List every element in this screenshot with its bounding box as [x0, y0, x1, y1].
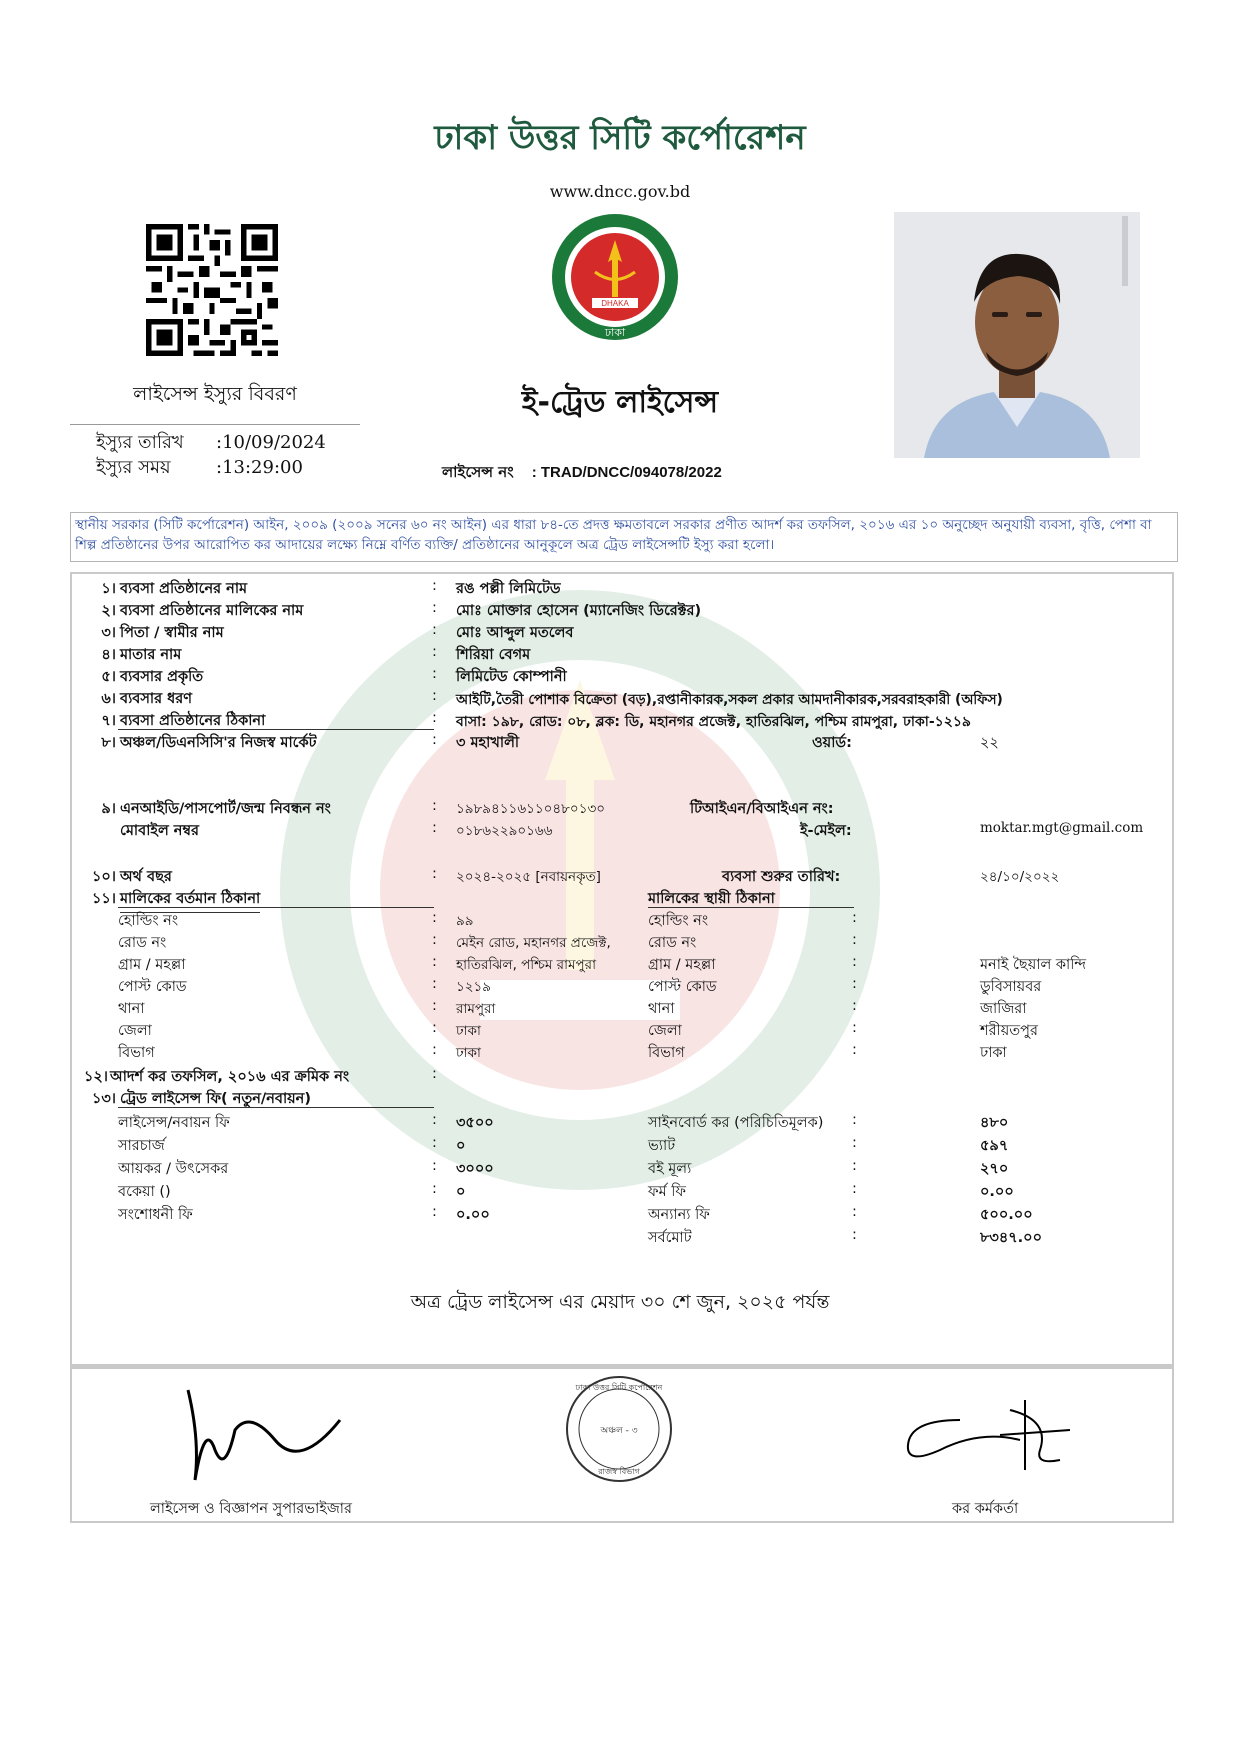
- vat-value: ৫৯৭: [980, 1138, 1009, 1154]
- detail-num: ১।: [101, 581, 116, 597]
- page-title: ঢাকা উত্তর সিটি কর্পোরেশন: [434, 118, 806, 158]
- detail-label: ব্যবসার ধরণ: [120, 691, 193, 707]
- license-type-title: ই-ট্রেড লাইসেন্স: [521, 385, 719, 420]
- address-field-label: বিভাগ: [118, 1045, 155, 1061]
- address-field-label: পোস্ট কোড: [118, 979, 187, 995]
- fee-label: সর্বমোট: [648, 1230, 692, 1246]
- arrears-value: ০: [456, 1184, 466, 1200]
- address-field-label: থানা: [118, 1001, 145, 1017]
- detail-num: ৩।: [101, 625, 116, 641]
- license-number: [442, 461, 722, 486]
- address-field-label: রোড নং: [648, 935, 697, 951]
- detail-num: ৬।: [101, 691, 116, 707]
- logo-emblem-text: DHAKA: [601, 299, 629, 308]
- issue-date-value: :10/09/2024: [216, 432, 326, 453]
- detail-num: ১০।: [91, 869, 116, 885]
- detail-num: ৮।: [101, 735, 116, 751]
- address-field-label: হোল্ডিং নং: [648, 913, 709, 929]
- fee-label: ভ্যাট: [648, 1138, 676, 1154]
- surcharge-value: ০: [456, 1138, 466, 1154]
- fiscal-year-label: অর্থ বছর: [120, 869, 172, 885]
- permanent-division-value: ঢাকা: [980, 1045, 1007, 1061]
- signboard-tax-value: ৪৮০: [980, 1115, 1009, 1131]
- amendment-fee-value: ০.০০: [456, 1207, 490, 1223]
- mother-name-value: শিরিয়া বেগম: [456, 647, 531, 663]
- present-address-underline: [118, 907, 434, 908]
- fee-label: সাইনবোর্ড কর (পরিচিতিমূলক): [648, 1115, 824, 1131]
- fee-label: আয়কর / উৎসেকর: [118, 1161, 229, 1177]
- detail-num: ২।: [101, 603, 116, 619]
- issue-date-label: ইস্যুর তারিখ: [96, 432, 184, 453]
- detail-num: ৭।: [101, 713, 116, 729]
- nid-label: এনআইডি/পাসপোর্ট/জন্ম নিবন্ধন নং: [120, 801, 331, 817]
- mobile-value: ০১৮৬২২৯০১৬৬: [456, 823, 553, 839]
- serial-label: আদর্শ কর তফসিল, ২০১৬ এর ক্রমিক নং: [110, 1069, 350, 1085]
- fee-label: বকেয়া (): [118, 1184, 171, 1200]
- present-holding-value: ৯৯: [456, 913, 474, 929]
- permanent-address-underline: [648, 907, 854, 908]
- address-field-label: রোড নং: [118, 935, 167, 951]
- detail-label: মাতার নাম: [120, 647, 182, 663]
- tax-officer-signature: [900, 1390, 1080, 1480]
- fee-label: বই মূল্য: [648, 1161, 692, 1177]
- license-fee-value: ৩৫০০: [456, 1115, 494, 1131]
- email-label: ই-মেইল:: [800, 823, 852, 839]
- detail-num: ৫।: [101, 669, 116, 685]
- start-date-label: ব্যবসা শুরুর তারিখ:: [722, 869, 841, 885]
- present-postcode-value: ১২১৯: [456, 979, 492, 995]
- license-preamble: স্থানীয় সরকার (সিটি কর্পোরেশন) আইন, ২০০৯ (২০০৯ সনের ৬০ নং আইন) এর ধারা ৮৪-তে প্রদত্ত ক্ষমতাবলে সরকার প্রণীত আদর্শ কর তফসিল, ২০১৬ এর ১০ অনুচ্ছেদ অনুযায়ী ব্যবসা, বৃত্তি, পেশা বা শিল্প প্রতিষ্ঠানের উপর আরোপিত কর আদায়ের লক্ষ্যে নিম্নে বর্ণিত ব্যক্তি/ প্রতিষ্ঠানের আনুকূলে অত্র ট্রেড লাইসেন্সটি ইস্যু করা হলো।: [70, 512, 1178, 562]
- present-road-value: মেইন রোড, মহানগর প্রজেক্ট,: [456, 935, 611, 951]
- nid-value: ১৯৮৯৪১১৬১১০৪৮০১৩০: [456, 801, 606, 817]
- present-thana-value: রামপুরা: [456, 1001, 496, 1017]
- detail-num: ৯।: [101, 801, 116, 817]
- mobile-label: মোবাইল নম্বর: [120, 823, 199, 839]
- address-field-label: গ্রাম / মহল্লা: [118, 957, 186, 973]
- owner-name-value: মোঃ মোক্তার হোসেন (ম্যানেজিং ডিরেক্টর): [456, 603, 702, 619]
- seal-bottom-text: রাজস্ব বিভাগ: [598, 1467, 640, 1476]
- detail-num: ৪।: [101, 647, 116, 663]
- business-nature-value: লিমিটেড কোম্পানী: [456, 669, 567, 685]
- seal-top-text: ঢাকা উত্তর সিটি কর্পোরেশন: [575, 1383, 663, 1392]
- address-underline: [118, 729, 434, 730]
- address-field-label: জেলা: [648, 1023, 682, 1039]
- fees-heading: ট্রেড লাইসেন্স ফি( নতুন/নবায়ন): [120, 1091, 311, 1107]
- business-type-value: আইটি,তৈরী পোশাক বিক্রেতা (বড়),রপ্তানীকারক,সকল প্রকার আমদানীকারক,সরবরাহকারী (অফিস): [456, 692, 1003, 708]
- permanent-thana-value: জাজিরা: [980, 1001, 1027, 1017]
- issue-time-row: [96, 453, 303, 484]
- total-value: ৮৩৪৭.০০: [980, 1230, 1043, 1246]
- fee-label: সংশোধনী ফি: [118, 1207, 193, 1223]
- tax-officer-label: কর কর্মকর্তা: [952, 1501, 1019, 1517]
- issue-time-label: ইস্যুর সময়: [96, 457, 171, 478]
- issue-details-heading: লাইসেন্স ইস্যুর বিবরণ: [70, 380, 360, 425]
- start-date-value: ২৪/১০/২০২২: [980, 869, 1060, 885]
- official-seal: [564, 1374, 674, 1484]
- detail-num: ১৩।: [91, 1091, 116, 1107]
- address-field-label: বিভাগ: [648, 1045, 685, 1061]
- zone-value: ৩ মহাখালী: [456, 735, 520, 751]
- permanent-postcode-value: ডুবিসায়বর: [980, 979, 1042, 995]
- address-field-label: থানা: [648, 1001, 675, 1017]
- qr-code: [146, 224, 278, 356]
- address-field-label: গ্রাম / মহল্লা: [648, 957, 716, 973]
- detail-label: ব্যবসা প্রতিষ্ঠানের ঠিকানা: [120, 713, 266, 729]
- dncc-logo: [550, 212, 680, 342]
- present-village-value: হাতিরঝিল, পশ্চিম রামপুরা: [456, 957, 597, 973]
- email-value[interactable]: moktar.mgt@gmail.com: [980, 820, 1144, 836]
- form-fee-value: ০.০০: [980, 1184, 1014, 1200]
- detail-num: ১১।: [91, 891, 116, 907]
- logo-bottom-text: ঢাকা: [604, 326, 626, 339]
- present-district-value: ঢাকা: [456, 1023, 481, 1039]
- fee-label: সারচার্জ: [118, 1138, 165, 1154]
- ward-value: ২২: [980, 735, 999, 751]
- supervisor-label: লাইসেন্স ও বিজ্ঞাপন সুপারভাইজার: [150, 1501, 352, 1517]
- business-address-value: বাসা: ১৯৮, রোড: ০৮, ব্লক: ডি, মহানগর প্রজেক্ট, হাতিরঝিল, পশ্চিম রামপুরা, ঢাকা-১২১৯: [456, 714, 971, 730]
- issue-time-value: :13:29:00: [216, 457, 303, 478]
- address-field-label: জেলা: [118, 1023, 152, 1039]
- detail-label: ব্যবসা প্রতিষ্ঠানের মালিকের নাম: [120, 603, 304, 619]
- fee-label: ফর্ম ফি: [648, 1184, 687, 1200]
- permanent-village-value: মনাই ছৈয়াল কান্দি: [980, 957, 1087, 973]
- detail-label: পিতা / স্বামীর নাম: [120, 625, 224, 641]
- fees-underline: [118, 1107, 434, 1108]
- book-price-value: ২৭০: [980, 1161, 1009, 1177]
- income-tax-value: ৩০০০: [456, 1161, 494, 1177]
- fee-label: অন্যান্য ফি: [648, 1207, 710, 1223]
- fiscal-year-value: ২০২৪-২০২৫ [নবায়নকৃত]: [456, 869, 601, 885]
- detail-label: ব্যবসা প্রতিষ্ঠানের নাম: [120, 581, 248, 597]
- business-name-value: রঙ পল্লী লিমিটেড: [456, 581, 561, 597]
- fee-label: লাইসেন্স/নবায়ন ফি: [118, 1115, 230, 1131]
- ward-label: ওয়ার্ড:: [812, 735, 852, 751]
- license-number-value: : TRAD/DNCC/094078/2022: [531, 464, 722, 481]
- detail-label: অঞ্চল/ডিএনসিসি'র নিজস্ব মার্কেট: [120, 735, 317, 751]
- permanent-district-value: শরীয়তপুর: [980, 1023, 1038, 1039]
- website-url[interactable]: www.dncc.gov.bd: [549, 182, 691, 201]
- license-validity: অত্র ট্রেড লাইসেন্স এর মেয়াদ ৩০ শে জুন, ২০২৫ পর্যন্ত: [410, 1291, 830, 1313]
- address-field-label: হোল্ডিং নং: [118, 913, 179, 929]
- father-name-value: মোঃ আব্দুল মতলেব: [456, 625, 574, 641]
- supervisor-signature: [180, 1380, 350, 1490]
- other-fee-value: ৫০০.০০: [980, 1207, 1033, 1223]
- address-field-label: পোস্ট কোড: [648, 979, 717, 995]
- present-address-heading: মালিকের বর্তমান ঠিকানা: [120, 888, 260, 913]
- license-number-label: লাইসেন্স নং: [442, 463, 514, 481]
- seal-center-text: অঞ্চল - ৩: [600, 1426, 638, 1436]
- detail-label: ব্যবসার প্রকৃতি: [120, 669, 204, 685]
- present-division-value: ঢাকা: [456, 1045, 481, 1061]
- owner-photo: [894, 212, 1140, 458]
- permanent-address-heading: মালিকের স্থায়ী ঠিকানা: [648, 891, 775, 907]
- detail-num: ১২।: [83, 1069, 108, 1085]
- tin-label: টিআইএন/বিআইএন নং:: [690, 801, 834, 817]
